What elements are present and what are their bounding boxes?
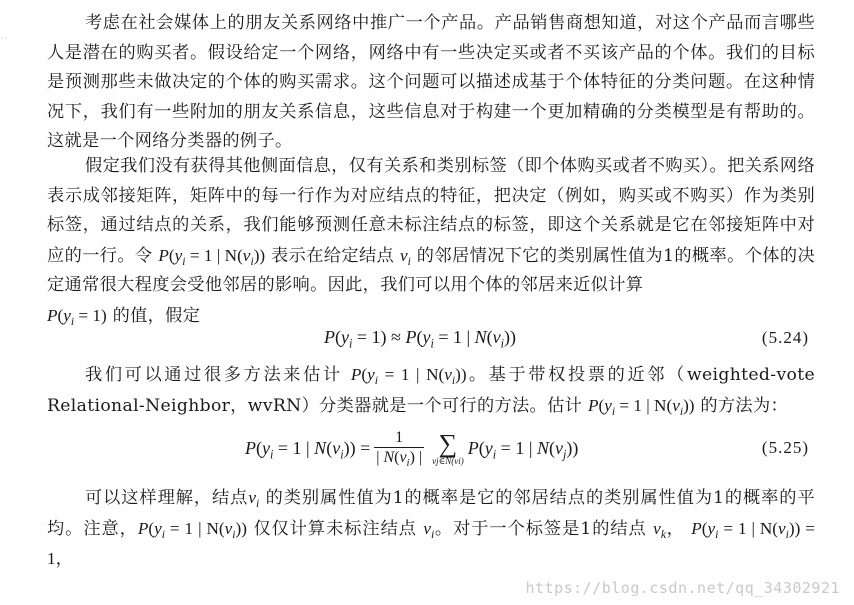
paragraph-estimation [47, 360, 815, 421]
scan-edge-mark: .. [0, 28, 8, 42]
inline-formula-prob-y1: $P(y_i = 1)$ [47, 305, 107, 329]
paragraph-assumption [47, 152, 815, 332]
equation-5-25-fraction [374, 429, 424, 468]
inline-formula-prob-labeled: $P(y_i = 1$ | $N(v_i)) = 1$ [47, 518, 815, 569]
equation-5-24 [47, 325, 815, 355]
equation-5-24-body: $P(y_i = 1) \approx P(y_i = 1$ | $N(v_i)$) [324, 327, 517, 351]
paragraph-assumption-text-b: 表示在给定结点 [271, 245, 395, 266]
inline-var-vi-2: $v_i$ [248, 488, 260, 511]
summation-symbol: ∑ [438, 428, 458, 458]
equation-number-5-25: (5.25) [761, 438, 809, 457]
paragraph-intro-text: 考虑在社会媒体上的朋友关系网络中推广一个产品。产品销售商想知道，对这个产品而言哪些人是潜在的购买者。假设给定一个网络，网络中有一些决定买或者不买该产品的个体。我们的目标是预测那些未做决定的个体的购买需求。这个问题可以描述成基于个体特征的分类问题。在这种情况下，我们有一些附加的朋友关系信息，这些信息对于构建一个更加精确的分类模型是有帮助的。这就是一个网络分类器的例子。 [47, 13, 815, 152]
fraction-denominator: | $N(v_i)$ | [376, 449, 423, 469]
paragraph-interpretation-text-a: 可以这样理解，结点 [85, 488, 249, 508]
equation-number-5-24: (5.24) [761, 328, 809, 347]
paragraph-estimation-text-a: 我们可以通过很多方法来估计 [85, 365, 343, 385]
paragraph-assumption-text-c: 的邻居情况下它的类别属性值为1的概率。个体的决定通常很大程度会受他邻居的影响。因此，我们可以用个体的邻居来近似计算 [47, 245, 815, 296]
equation-5-25 [47, 425, 815, 473]
paragraph-interpretation: 可以这样理解，结点$v_i$ 的类别属性值为1的概率是它的邻居结点的类别属性值为1的概率的平均。注意，$P(y_i = 1$ | $N(v_i)$) 仅仅计算未标注结点 $v_i$。对于一个标签是1的结点 $v_k$， $P(y_i = 1$ | $N(v_i)) = 1$， [47, 488, 815, 570]
inline-var-vi: $v_i$ [400, 245, 411, 268]
inline-var-vi-3: $v_i$ [423, 518, 435, 541]
summation-limit: vj∈N(vi) [432, 455, 464, 466]
paragraph-assumption-text-a: 假定我们没有获得其他侧面信息，仅有关系和类别标签（即个体购买或者不购买）。把关系网络表示成邻接矩阵，矩阵中的每一行作为对应结点的特征，把决定（例如，购买或不购买）作为类别标签，通过结点的关系，我们能够预测任意未标注结点的标签，即这个关系就是它在邻接矩阵中对应的一行。令 [47, 156, 815, 266]
paragraph-interpretation-text-e: ， [55, 549, 74, 570]
equation-5-25-summation [432, 428, 464, 466]
paragraph-interpretation-text-b: 的类别属性值为1的概率是它的邻居结点的类别属性值为1的概率的平均。注意， [47, 488, 815, 539]
fraction-numerator: 1 [395, 429, 404, 446]
paragraph-interpretation-text-c: 仅仅计算未标注结点 [253, 518, 417, 539]
paragraph-intro [47, 9, 815, 157]
paragraph-assumption-text-d: 的值，假定 [112, 305, 201, 326]
paragraph-estimation-text-b: 。基于带权投票的近邻（weighted-vote Relational-Neighbor，wvRN）分类器就是一个可行的方法。估计 [47, 365, 815, 416]
inline-formula-prob-neighbors: $P(y_i = 1$ | $N(v_i)$) [158, 245, 266, 268]
paragraph-estimation-text-c: 的方法为： [700, 395, 789, 416]
inline-formula-prob-wvrn: $P(y_i = 1$ | $N(v_i)$) [588, 395, 695, 418]
paragraph-interpretation-text-d: 。对于一个标签是1的结点 [434, 518, 647, 539]
inline-formula-prob-estimate: $P(y_i = 1$ | $N(v_i)$) [350, 365, 467, 388]
inline-var-vk: $v_k$ [653, 518, 666, 541]
inline-formula-prob-note: $P(y_i = 1$ | $N(v_i)$) [137, 518, 247, 541]
watermark-url: https://blog.csdn.net/qq_34302921 [525, 579, 840, 597]
equation-5-25-body: $P(y_i = 1$ | $N(v_i)$) = $\frac{1}{| N(v_i) |}$ ∑ vj∈N(vi) $P(y_i = 1$ | $N(v_j)$) [245, 428, 579, 469]
